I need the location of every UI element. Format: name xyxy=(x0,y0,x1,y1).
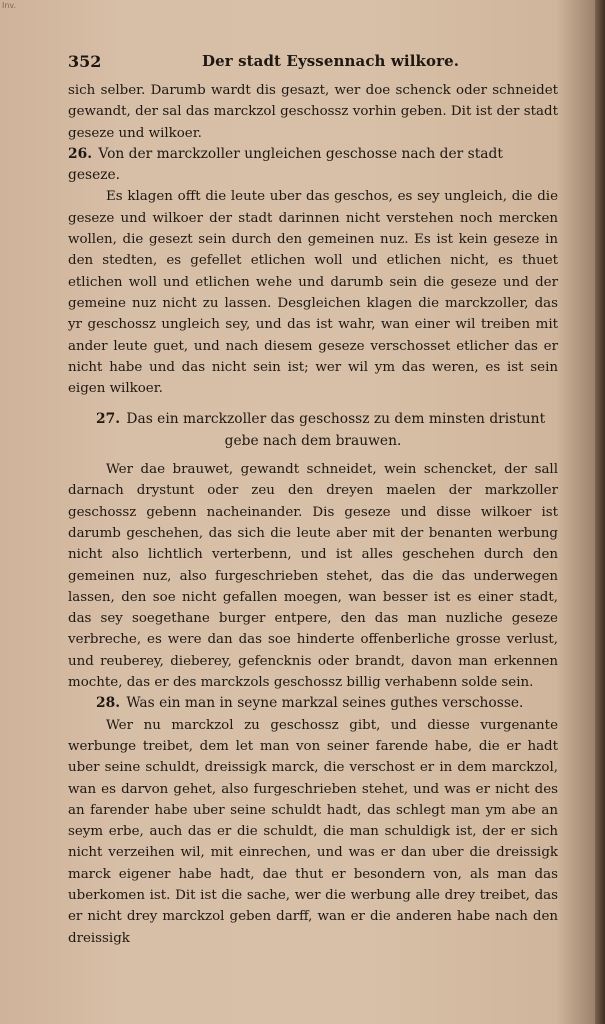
corner-mark: Inv. xyxy=(2,1,17,10)
intro-paragraph: sich selber. Darumb wardt dis gesazt, wer doe schenck oder schneidet gewandt, der sal das marckzol geschossz vorhin geben. Dit ist der stadt geseze und wilkoer. xyxy=(68,83,558,141)
section-28-heading xyxy=(68,693,558,714)
section-26-heading xyxy=(68,144,558,187)
section-27-heading xyxy=(68,409,558,452)
section-27-body: Wer dae brauwet, gewandt schneidet, wein schencket, der sall darnach drystunt oder zeu den dreyen maelen der markzoller geschossz gebenn nacheinander. Dis geseze und disse wilkoer ist darumb geschehen, das sich die leute aber mit der benanten werbung nicht also lichtlich verterbenn, und ist alles geschehen durch den gemeinen nuz, also furgeschrieben stehet, das die das underwegen lassen, den soe nicht gefallen moegen, wan besser ist es einer stadt, das sey soegethane burger entpere, den das man nuzliche geseze verbreche, es were dan das soe hinderte offenberliche grosse verlust, und reuberey, dieberey, gefencknis oder brandt, davon man erkennen mochte, das er des marckzols geschossz billig verhabenn solde sein. xyxy=(68,462,558,691)
page-edge xyxy=(595,0,605,1024)
section-27-title: Das ein marckzoller das geschossz zu dem minsten dristunt xyxy=(126,411,546,428)
section-28-number: 28. xyxy=(96,695,121,712)
page-body xyxy=(68,80,558,949)
page-header xyxy=(68,52,556,76)
section-27-title-line1 xyxy=(68,409,558,430)
section-26-title: Von der marckzoller ungleichen geschosse nach der stadt geseze. xyxy=(68,145,503,184)
section-26-body: Es klagen offt die leute uber das geschos, es sey ungleich, die die geseze und wilkoer der stadt darinnen nicht verstehen noch mercken wollen, die gesezt sein durch den gemeinen nuz. Es ist kein geseze in den stedten, es gefellet etlichen woll und etlichen nicht, es thuet etlichen woll und etlichen wehe und darumb sein die geseze und der gemeine nuz nicht zu lassen. Desgleichen klagen die marckzoller, das yr geschossz ungleich sey, und das ist wahr, wan einer wil treiben mit ander leute guet, und nach diesem geseze verschosset etlicher das er nicht habe und das nicht sein ist; wer wil ym das weren, es ist sein eigen wilkoer. xyxy=(68,189,558,397)
running-title: Der stadt Eyssennach wilkore. xyxy=(202,52,460,70)
section-27-title-line2: gebe nach dem brauwen. xyxy=(224,432,402,449)
section-28-body: Wer nu marckzol zu geschossz gibt, und diesse vurgenante werbunge treibet, dem let man von seiner farende habe, die er hadt uber seine schuldt, dreissigk marck, die verschost er in dem marckzol, wan es darvon gehet, also furgeschrieben stehet, und was er nicht des an farender habe uber seine schuldt hadt, das schlegt man ym abe an seym erbe, auch das er die schuldt, die man schuldigk ist, der er sich nicht verzeihen wil, mit einrechen, und was er dan uber die dreissigk marck eigener habe hadt, dae thut er besondern von, als man das uberkomen ist. Dit ist die sache, wer die werbung alle drey treibet, das er nicht drey marckzol geben darff, wan er die anderen habe nach den dreissigk xyxy=(68,717,558,946)
section-26-number: 26. xyxy=(68,145,93,162)
section-28-title: Was ein man in seyne markzal seines guthes verschosse. xyxy=(126,695,524,712)
section-27-number: 27. xyxy=(96,411,121,428)
page-number: 352 xyxy=(68,52,102,71)
